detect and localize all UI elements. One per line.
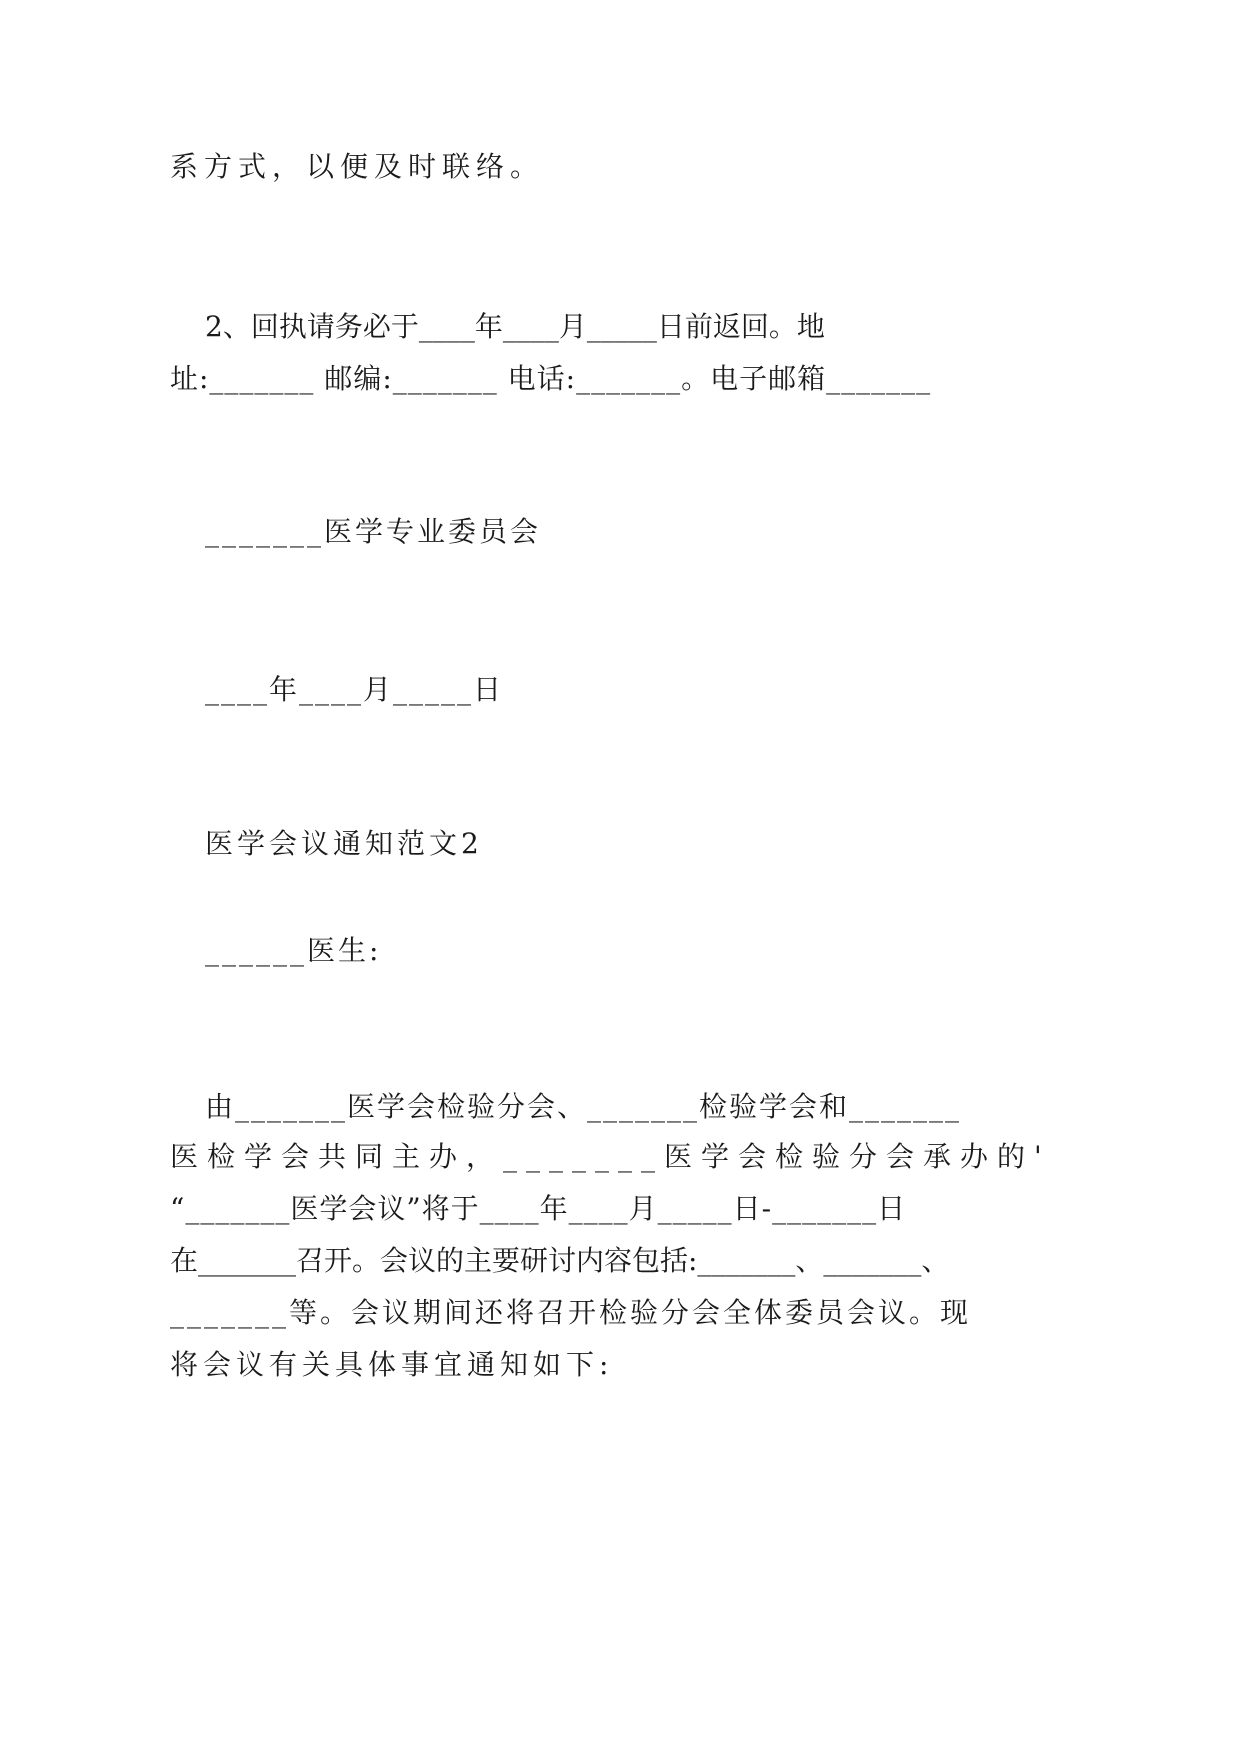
body-line-6: 将会议有关具体事宜通知如下: (170, 1348, 614, 1381)
paragraph-tail: 系方式，以便及时联络。 (170, 150, 545, 183)
signature-date: ____年____月_____日 (205, 673, 504, 706)
body-line-4: 在_______召开。会议的主要研讨内容包括:_______、_______、 (170, 1244, 950, 1277)
reply-instruction-line-2: 址:_______ 邮编:_______ 电话:_______。电子邮箱_______ (170, 362, 932, 395)
salutation: ______医生: (205, 934, 382, 967)
reply-instruction-text: 2、回执请务必于____年____月_____日前返回。地 (205, 310, 825, 343)
body-line-5: _______等。会议期间还将召开检验分会全体委员会议。现 (170, 1296, 972, 1329)
body-line-3: “_______医学会议”将于____年____月_____日-_______日 (170, 1192, 907, 1225)
body-line-1: 由_______医学会检验分会、_______检验学会和_______ (205, 1090, 962, 1123)
section-heading: 医学会议通知范文2 (205, 827, 483, 860)
body-line-2: 医检学会共同主办，_______医学会检验分会承办的' (170, 1140, 1051, 1173)
reply-instruction-line-1 (205, 310, 940, 344)
committee-signature: _______医学专业委员会 (205, 515, 542, 548)
